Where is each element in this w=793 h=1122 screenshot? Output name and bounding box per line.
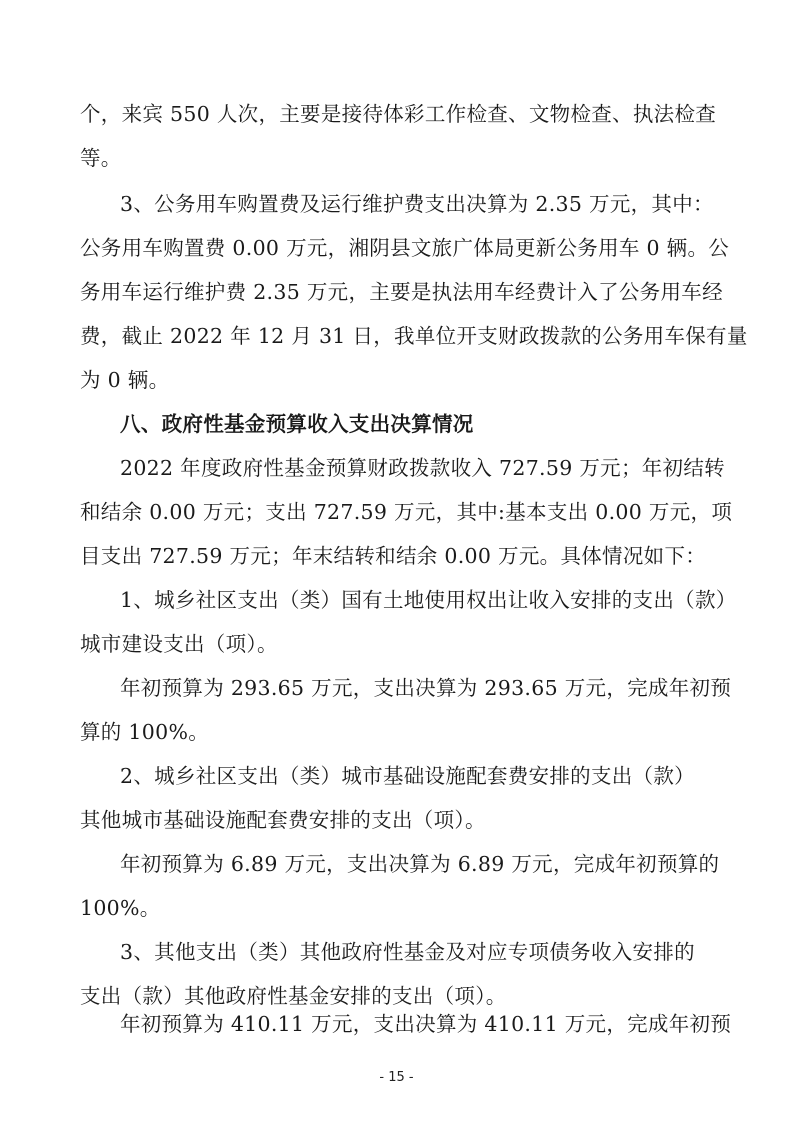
body-text-line: 城市建设支出（项）。 [80, 632, 278, 656]
body-text-line: 年初预算为 6.89 万元，支出决算为 6.89 万元，完成年初预算的 [120, 852, 720, 876]
body-text-line: 费，截止 2022 年 12 月 31 日，我单位开支财政拨款的公务用车保有量 [80, 324, 748, 348]
body-text-line: 年初预算为 293.65 万元，支出决算为 293.65 万元，完成年初预 [120, 676, 732, 700]
body-text-line: 1、城乡社区支出（类）国有土地使用权出让收入安排的支出（款） [120, 588, 737, 612]
section-heading: 八、政府性基金预算收入支出决算情况 [120, 412, 474, 436]
body-text-line: 100%。 [80, 896, 161, 920]
body-text-line: 2、城乡社区支出（类）城市基础设施配套费安排的支出（款） [120, 764, 695, 788]
body-text-line: 其他城市基础设施配套费安排的支出（项）。 [80, 808, 486, 832]
body-text-line: 个，来宾 550 人次，主要是接待体彩工作检查、文物检查、执法检查 [80, 102, 717, 126]
body-text-line: 公务用车购置费 0.00 万元，湘阴县文旅广体局更新公务用车 0 辆。公 [80, 236, 730, 260]
body-text-line: 年初预算为 410.11 万元，支出决算为 410.11 万元，完成年初预 [120, 1012, 732, 1036]
body-text-line: 等。 [80, 146, 122, 170]
page-number: - 15 - [379, 1070, 414, 1085]
body-text-line: 务用车运行维护费 2.35 万元，主要是执法用车经费计入了公务用车经 [80, 280, 723, 304]
body-text-line: 目支出 727.59 万元；年末结转和结余 0.00 万元。具体情况如下： [80, 544, 707, 568]
body-text-line: 3、公务用车购置费及运行维护费支出决算为 2.35 万元，其中： [120, 192, 714, 216]
body-text-line: 算的 100%。 [80, 720, 210, 744]
body-text-line: 3、其他支出（类）其他政府性基金及对应专项债务收入安排的 [120, 940, 695, 964]
body-text-line: 支出（款）其他政府性基金安排的支出（项）。 [80, 984, 507, 1008]
body-text-line: 和结余 0.00 万元；支出 727.59 万元，其中:基本支出 0.00 万元，项 [80, 500, 733, 524]
body-text-line: 2022 年度政府性基金预算财政拨款收入 727.59 万元；年初结转 [120, 456, 725, 480]
body-text-line: 为 0 辆。 [80, 368, 170, 392]
